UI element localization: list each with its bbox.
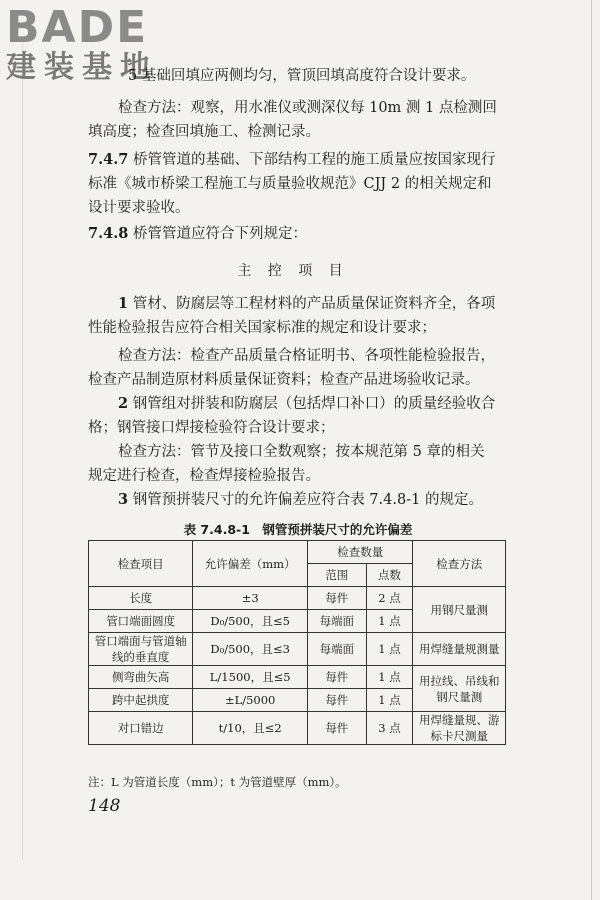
- table-row: [89, 712, 506, 745]
- item-1-check: 检查方法：检查产品质量合格证明书、各项性能检验报告，检查产品制造原材料质量保证资料；检查产品进场验收记录。: [88, 348, 495, 388]
- cell-points: 1 点: [366, 610, 413, 633]
- table-note: 注：L 为管道长度（mm）；t 为管道壁厚（mm）。: [88, 775, 347, 789]
- clause-text: 桥管管道的基础、下部结构工程的施工质量应按国家现行标准《城市桥梁工程施工与质量验收规范》CJJ 2 的相关规定和设计要求验收。: [88, 152, 496, 216]
- header-tolerance: 允许偏差（mm）: [193, 541, 308, 587]
- header-method: 检查方法: [413, 541, 506, 587]
- cell-points: 1 点: [366, 689, 413, 712]
- cell-method: 用焊缝量规测量: [413, 633, 506, 666]
- paragraph-check-backfill: 检查方法：观察，用水准仪或测深仪每 10m 测 1 点检测回填高度；检查回填施工、检测记录。: [88, 100, 497, 140]
- table-row: [89, 633, 506, 666]
- page-edge-right: [591, 0, 592, 900]
- item-text: 管材、防腐层等工程材料的产品质量保证资料齐全，各项性能检验报告应符合相关国家标准的规定和设计要求；: [88, 296, 496, 336]
- cell-method: 用钢尺量测: [413, 587, 506, 633]
- cell-tolerance: ±L/5000: [193, 689, 308, 712]
- item-text: 钢管预拼装尺寸的允许偏差应符合表 7.4.8-1 的规定。: [132, 492, 483, 508]
- table-row: [89, 666, 506, 689]
- cell-points: 1 点: [366, 633, 413, 666]
- logo-top-text: BADE: [6, 2, 149, 53]
- clause-number: 7.4.8: [88, 225, 129, 242]
- tolerance-table: [88, 540, 506, 745]
- cell-scope: 每端面: [307, 633, 366, 666]
- item-number: 1: [118, 295, 129, 312]
- table-header-row: [89, 541, 506, 564]
- item-2-check: 检查方法：管节及接口全数观察；按本规范第 5 章的相关规定进行检查，检查焊接检验报告。: [88, 444, 485, 484]
- table-row: [89, 587, 506, 610]
- item-3: [88, 488, 498, 512]
- cell-scope: 每件: [307, 587, 366, 610]
- cell-tolerance: D₀/500，且≤5: [193, 610, 308, 633]
- cell-item: 跨中起拱度: [89, 689, 193, 712]
- cell-tolerance: ±3: [193, 587, 308, 610]
- cell-scope: 每件: [307, 666, 366, 689]
- cell-item: 长度: [89, 587, 193, 610]
- cell-points: 3 点: [366, 712, 413, 745]
- item-number: 2: [118, 395, 129, 412]
- clause-7-4-7: [88, 148, 498, 220]
- header-item: 检查项目: [89, 541, 193, 587]
- cell-item: 侧弯曲矢高: [89, 666, 193, 689]
- cell-method: 用焊缝量规、游标卡尺测量: [413, 712, 506, 745]
- clause-7-4-8: [88, 222, 498, 246]
- header-scope: 范围: [307, 564, 366, 587]
- cell-tolerance: L/1500，且≤5: [193, 666, 308, 689]
- cell-item: 管口端面与管道轴线的垂直度: [89, 633, 193, 666]
- item-text: 钢管组对拼装和防腐层（包括焊口补口）的质量经验收合格；钢管接口焊接检验符合设计要求；: [88, 396, 496, 436]
- page-number: 148: [88, 796, 121, 816]
- paragraph-line-5: 5 基础回填应两侧均匀，管顶回填高度符合设计要求。: [128, 68, 476, 84]
- cell-item: 对口错边: [89, 712, 193, 745]
- table-caption: 表 7.4.8-1 钢管预拼装尺寸的允许偏差: [183, 522, 413, 537]
- clause-number: 7.4.7: [88, 151, 129, 168]
- item-2: [88, 392, 498, 440]
- item-1: [88, 292, 498, 340]
- header-quantity: 检查数量: [307, 541, 412, 564]
- cell-method: 用拉线、吊线和钢尺量测: [413, 666, 506, 712]
- cell-scope: 每件: [307, 689, 366, 712]
- item-number: 3: [118, 491, 129, 508]
- cell-item: 管口端面圆度: [89, 610, 193, 633]
- page-edge-left: [22, 40, 23, 860]
- header-points: 点数: [366, 564, 413, 587]
- cell-scope: 每端面: [307, 610, 366, 633]
- cell-scope: 每件: [307, 712, 366, 745]
- cell-tolerance: t/10，且≤2: [193, 712, 308, 745]
- clause-text: 桥管管道应符合下列规定：: [132, 226, 307, 242]
- cell-points: 2 点: [366, 587, 413, 610]
- cell-points: 1 点: [366, 666, 413, 689]
- cell-tolerance: D₀/500，且≤3: [193, 633, 308, 666]
- section-heading: 主 控 项 目: [237, 263, 349, 279]
- logo-bottom-text: 建装基地: [6, 50, 158, 85]
